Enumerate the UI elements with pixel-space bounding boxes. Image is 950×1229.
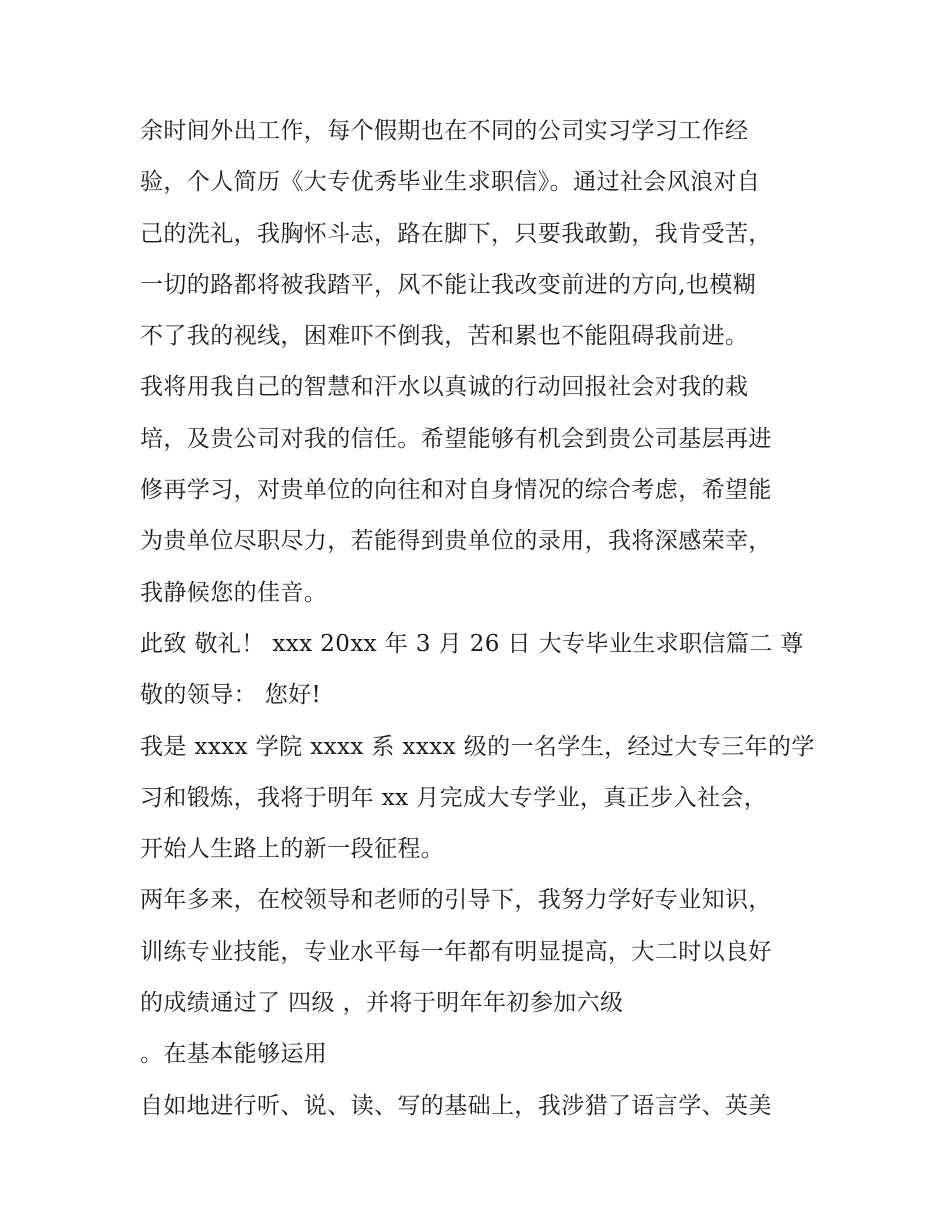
text-line: 我将用我自己的智慧和汗水以真诚的行动回报社会对我的栽 — [140, 374, 749, 401]
text-line: 敬的领导： 您好! — [140, 682, 322, 709]
document-body — [140, 106, 820, 1132]
text-line: 我是 xxxx 学院 xxxx 系 xxxx 级的一名学生，经过大专三年的学 — [140, 733, 815, 760]
text-line: 培，及贵公司对我的信任。希望能够有机会到贵公司基层再进 — [140, 425, 772, 452]
text-line: 的成绩通过了 四级 ，并将于明年年初参加六级 — [140, 990, 624, 1017]
text-line: 己的洗礼，我胸怀斗志，路在脚下，只要我敢勤，我肯受苦， — [140, 220, 772, 247]
text-line: 一切的路都将被我踏平，风不能让我改变前进的方向,也模糊 — [140, 271, 757, 298]
text-line: 自如地进行听、说、读、写的基础上，我涉猎了语言学、英美 — [140, 1092, 772, 1119]
text-line: 开始人生路上的新一段征程。 — [140, 836, 445, 863]
text-line: 我静候您的佳音。 — [140, 579, 328, 606]
text-line: 验，个人简历《大专优秀毕业生求职信》。通过社会风浪对自 — [140, 169, 761, 196]
text-line: 两年多来，在校领导和老师的引导下，我努力学好专业知识， — [140, 887, 772, 914]
text-line: 训练专业技能，专业水平每一年都有明显提高，大二时以良好 — [140, 938, 772, 965]
text-line: 习和锻炼，我将于明年 xx 月完成大专学业，真正步入社会， — [140, 784, 768, 811]
text-line: 不了我的视线，困难吓不倒我，苦和累也不能阻碍我前进。 — [140, 323, 749, 350]
text-line: 。在基本能够运用 — [140, 1041, 328, 1068]
text-line: 为贵单位尽职尽力，若能得到贵单位的录用，我将深感荣幸， — [140, 528, 772, 555]
text-line: 余时间外出工作，每个假期也在不同的公司实习学习工作经 — [140, 118, 749, 144]
text-line: 修再学习，对贵单位的向往和对自身情况的综合考虑，希望能 — [140, 477, 772, 504]
text-line: 此致 敬礼！ xxx 20xx 年 3 月 26 日 大专毕业生求职信篇二 尊 — [140, 630, 804, 657]
